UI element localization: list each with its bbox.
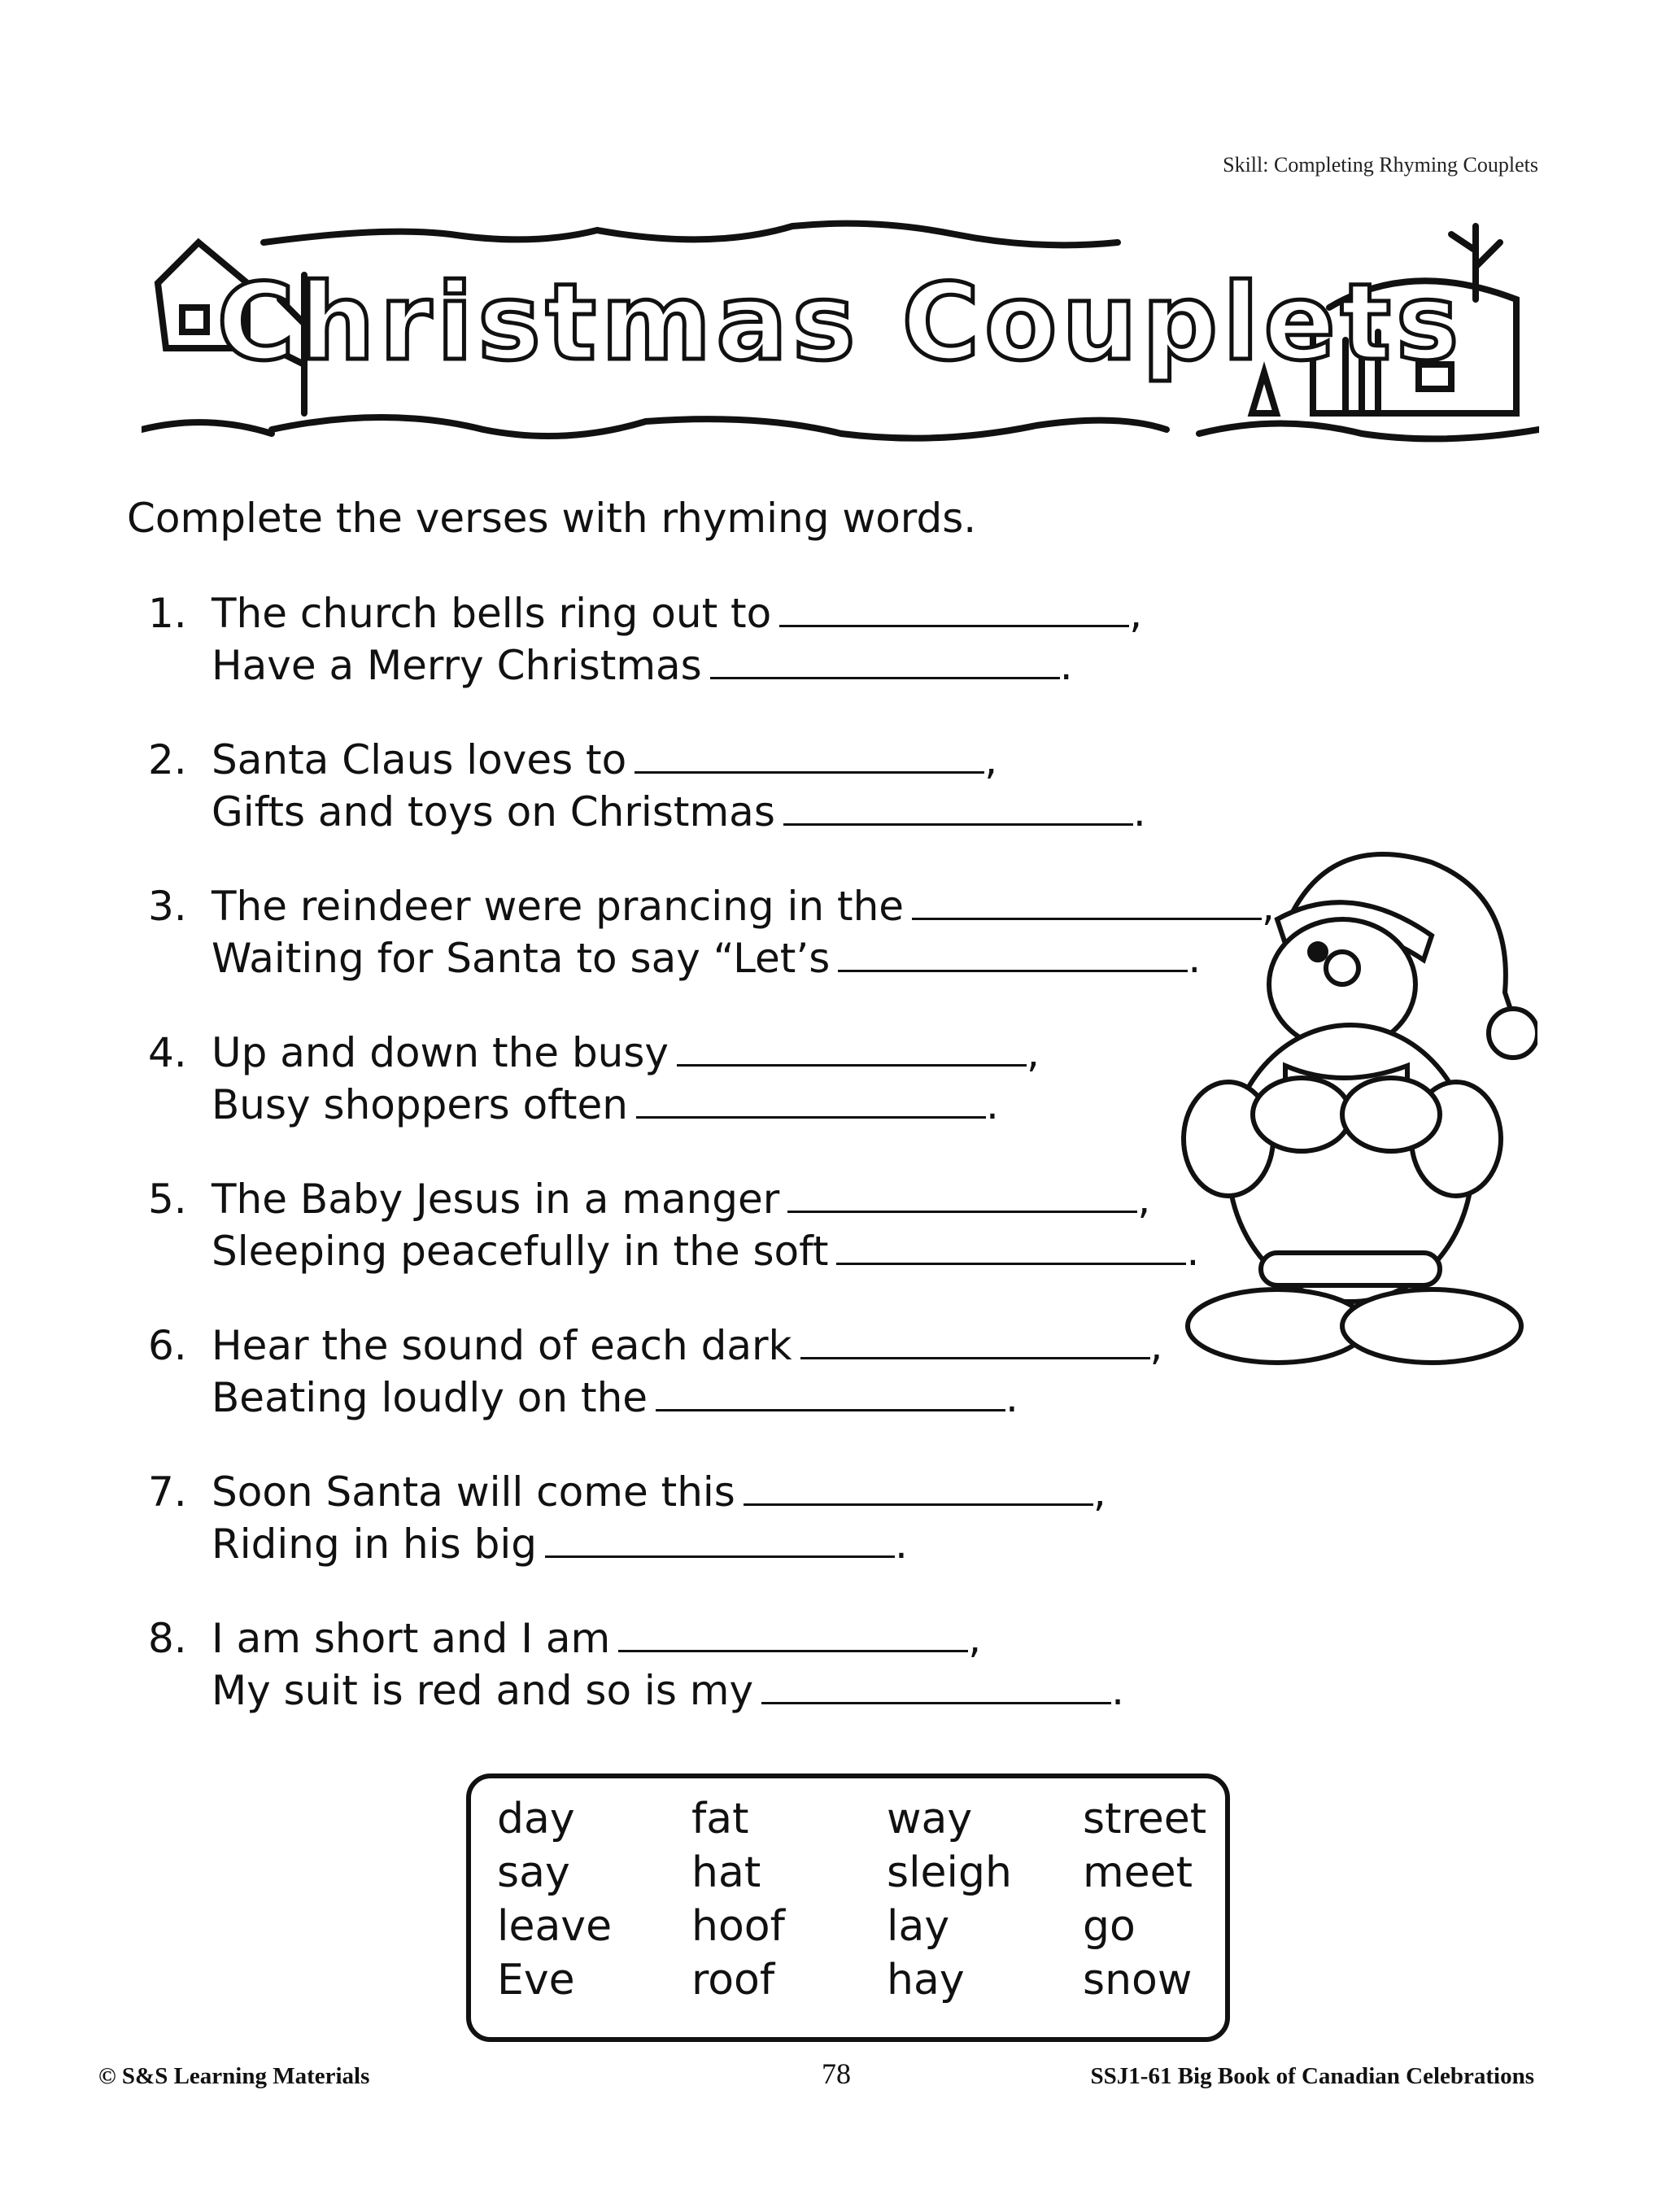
couplet-text: The church bells ring out to (212, 590, 772, 637)
footer-copyright: © S&S Learning Materials (98, 2063, 370, 2089)
couplet-text: The reindeer were prancing in the (212, 883, 905, 930)
couplet-text: Santa Claus loves to (212, 736, 627, 783)
answer-blank[interactable] (783, 788, 1133, 826)
couplet-text: . (1186, 1228, 1200, 1275)
santa-illustration (1163, 830, 1537, 1367)
couplet-text: , (1262, 883, 1275, 930)
word-bank-word: hat (691, 1848, 761, 1897)
answer-blank[interactable] (677, 1028, 1027, 1067)
answer-blank[interactable] (744, 1468, 1093, 1506)
couplet-text: Beating loudly on the (212, 1374, 648, 1421)
page-title: Christmas Couplets (216, 260, 1464, 384)
instruction-text: Complete the verses with rhyming words. (127, 495, 977, 542)
couplet-text: Waiting for Santa to say “Let’s (212, 935, 831, 982)
couplet-text: Hear the sound of each dark (212, 1322, 792, 1369)
answer-blank[interactable] (618, 1614, 968, 1652)
couplet-text: Up and down the busy (212, 1029, 669, 1076)
word-bank-word: roof (691, 1956, 775, 2005)
couplet-text: Sleeping peacefully in the soft (212, 1228, 829, 1275)
couplet-text: . (1059, 642, 1073, 689)
answer-blank[interactable] (545, 1520, 895, 1558)
couplet-text: , (984, 736, 998, 783)
word-bank-word: hoof (691, 1902, 785, 1951)
couplet-text: , (1027, 1029, 1040, 1076)
couplet-text: I am short and I am (212, 1615, 611, 1662)
word-bank-word: snow (1083, 1956, 1193, 2005)
answer-blank[interactable] (800, 1321, 1150, 1359)
answer-blank[interactable] (710, 641, 1060, 679)
item-number: 3. (148, 883, 187, 930)
answer-blank[interactable] (787, 1175, 1137, 1213)
couplet-text: Riding in his big (212, 1520, 537, 1568)
page-number: 78 (822, 2057, 851, 2090)
answer-blank[interactable] (838, 934, 1188, 972)
couplet-text: Have a Merry Christmas (212, 642, 702, 689)
word-bank-word: meet (1083, 1848, 1193, 1897)
word-bank-word: leave (497, 1902, 613, 1951)
word-bank-word: say (497, 1848, 570, 1897)
title-banner (142, 210, 1539, 454)
word-bank-word: hay (887, 1956, 965, 2005)
couplet-text: . (985, 1081, 999, 1128)
couplet-text: , (1137, 1176, 1151, 1223)
couplet-text: . (1111, 1667, 1124, 1714)
couplet-text: , (1092, 1468, 1106, 1516)
couplet-text: Gifts and toys on Christmas (212, 788, 775, 835)
item-number: 1. (148, 590, 187, 637)
couplet-text: My suit is red and so is my (212, 1667, 754, 1714)
word-bank (466, 1774, 1230, 2042)
answer-blank[interactable] (779, 589, 1129, 627)
item-number: 2. (148, 736, 187, 783)
answer-blank[interactable] (635, 735, 984, 774)
answer-blank[interactable] (836, 1227, 1186, 1265)
answer-blank[interactable] (761, 1666, 1111, 1704)
couplet-text: The Baby Jesus in a manger (212, 1176, 780, 1223)
item-number: 7. (148, 1468, 187, 1516)
word-bank-word: go (1083, 1902, 1136, 1951)
item-number: 5. (148, 1176, 187, 1223)
word-bank-word: fat (691, 1795, 749, 1843)
answer-blank[interactable] (656, 1373, 1005, 1411)
footer-book-title: SSJ1-61 Big Book of Canadian Celebrations (1090, 2063, 1534, 2089)
item-number: 8. (148, 1615, 187, 1662)
couplet-text: . (1005, 1374, 1018, 1421)
word-bank-word: street (1083, 1795, 1207, 1843)
item-number: 6. (148, 1322, 187, 1369)
word-bank-word: way (887, 1795, 973, 1843)
couplet-text: , (1129, 590, 1143, 637)
word-bank-word: sleigh (887, 1848, 1012, 1897)
couplet-text: Busy shoppers often (212, 1081, 628, 1128)
answer-blank[interactable] (636, 1080, 986, 1119)
couplet-text: . (1132, 788, 1146, 835)
word-bank-word: Eve (497, 1956, 575, 2005)
couplet-text: . (894, 1520, 908, 1568)
item-number: 4. (148, 1029, 187, 1076)
skill-label: Skill: Completing Rhyming Couplets (1223, 153, 1538, 177)
couplet-text: , (1149, 1322, 1163, 1369)
word-bank-word: day (497, 1795, 575, 1843)
word-bank-word: lay (887, 1902, 950, 1951)
couplet-text: , (968, 1615, 982, 1662)
couplet-text: . (1188, 935, 1202, 982)
couplet-text: Soon Santa will come this (212, 1468, 735, 1516)
